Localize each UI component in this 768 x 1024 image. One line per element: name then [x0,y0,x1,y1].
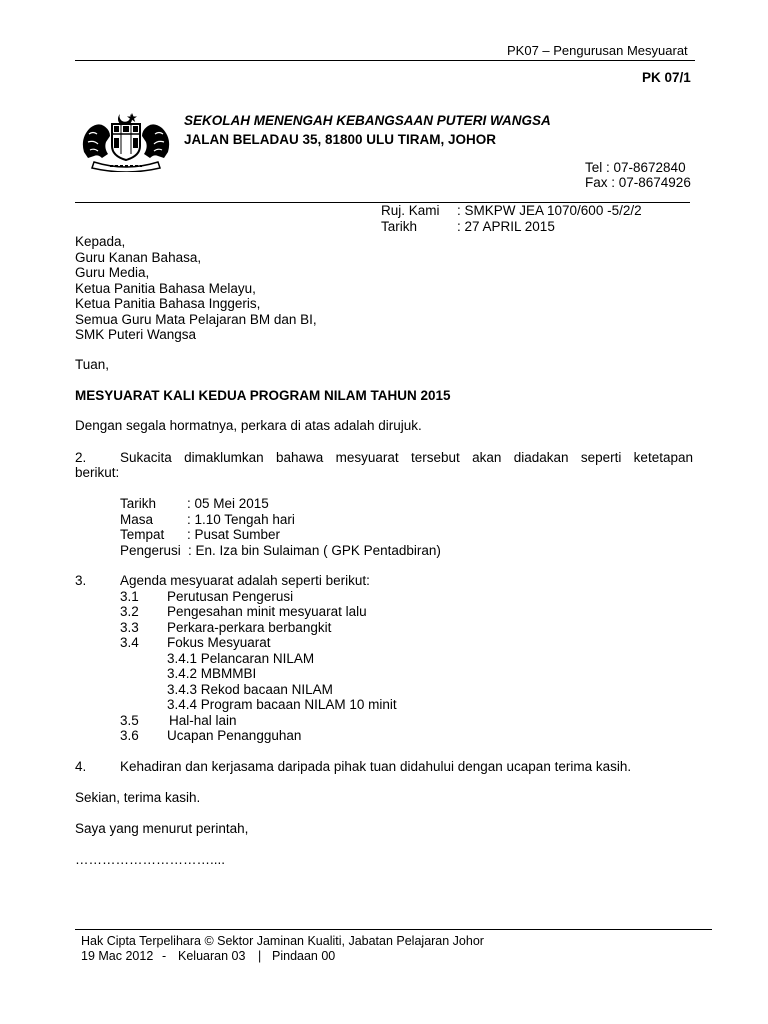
detail-label: Masa [120,511,154,527]
letter-subject: MESYUARAT KALI KEDUA PROGRAM NILAM TAHUN 2015 [75,388,451,403]
agenda-number: 3.3 [120,619,139,635]
school-address: JALAN BELADAU 35, 81800 ULU TIRAM, JOHOR [184,132,497,147]
para2-text: Sukacita dimaklumkan bahawa mesyuarat tersebut akan diadakan seperti ketetapan [120,450,693,465]
agenda-item: Ucapan Penangguhan [167,728,302,743]
para3-text: Agenda mesyuarat adalah seperti berikut: [120,573,370,588]
agenda-subitem: 3.4.4 Program bacaan NILAM 10 minit [167,697,397,712]
recipient-line: Kepada, [75,234,126,249]
agenda-number: 3.6 [120,728,139,743]
school-fax: Fax : 07-8674926 [585,175,691,190]
recipient-line: Ketua Panitia Bahasa Melayu, [75,280,256,296]
school-tel: Tel : 07-8672840 [585,160,686,175]
footer-revision: Pindaan 00 [272,949,336,963]
document-code: PK07 – Pengurusan Mesyuarat [507,43,688,58]
agenda-subitem: 3.4.2 MBMMBI [167,666,257,681]
detail-label: Pengerusi [120,542,181,558]
footer-separator: | [258,949,262,963]
header-divider [75,60,695,61]
para2-continuation: berikut: [75,465,120,480]
para3-number: 3. [75,573,87,588]
footer-date: 19 Mac 2012 [81,949,154,963]
recipient-line: SMK Puteri Wangsa [75,327,197,342]
para4-text: Kehadiran dan kerjasama daripada pihak tuan didahului dengan ucapan terima kasih. [120,759,632,774]
ruj-label: Ruj. Kami [381,203,440,218]
agenda-number: 3.2 [120,604,139,619]
detail-value: : 1.10 Tengah hari [187,511,295,527]
footer-copyright: Hak Cipta Terpelihara © Sektor Jaminan Kualiti, Jabatan Pelajaran Johor [81,934,484,948]
signature-line: ………………………….... [75,852,226,867]
recipient-line: Guru Kanan Bahasa, [75,249,202,265]
agenda-subitem: 3.4.1 Pelancaran NILAM [167,650,315,666]
closing-line: Sekian, terima kasih. [75,790,201,805]
para4-number: 4. [75,759,87,774]
agenda-number: 3.4 [120,635,139,650]
opening-line: Dengan segala hormatnya, perkara di atas adalah dirujuk. [75,418,422,433]
agenda-item: Fokus Mesyuarat [167,635,271,650]
recipient-line: Ketua Panitia Bahasa Inggeris, [75,296,261,311]
footer-divider [75,929,712,930]
tarikh-value: : 27 APRIL 2015 [457,219,555,234]
agenda-item: Hal-hal lain [169,712,237,728]
school-name: SEKOLAH MENENGAH KEBANGSAAN PUTERI WANGSA [184,113,551,128]
coat-of-arms-icon [76,108,176,172]
para2-number: 2. [75,450,87,465]
agenda-number: 3.1 [120,588,139,604]
agenda-item: Pengesahan minit mesyuarat lalu [167,604,367,619]
agenda-subitem: 3.4.3 Rekod bacaan NILAM [167,681,333,697]
agenda-number: 3.5 [120,712,139,728]
footer-issue: Keluaran 03 [178,949,246,963]
detail-value: : En. Iza bin Sulaiman ( GPK Pentadbiran) [188,542,441,558]
form-code: PK 07/1 [642,70,691,85]
recipient-line: Guru Media, [75,265,150,280]
agenda-item: Perkara-perkara berbangkit [167,619,332,635]
ruj-value: : SMKPW JEA 1070/600 -5/2/2 [457,203,642,218]
detail-label: Tarikh [120,496,157,511]
salutation: Tuan, [75,357,110,372]
detail-label: Tempat [120,527,165,542]
detail-value: : Pusat Sumber [187,527,281,542]
recipient-line: Semua Guru Mata Pelajaran BM dan BI, [75,311,317,327]
detail-value: : 05 Mei 2015 [187,496,269,511]
footer-separator: - [162,949,167,963]
agenda-item: Perutusan Pengerusi [167,588,294,604]
tarikh-label: Tarikh [381,219,418,234]
signoff-line: Saya yang menurut perintah, [75,821,249,836]
